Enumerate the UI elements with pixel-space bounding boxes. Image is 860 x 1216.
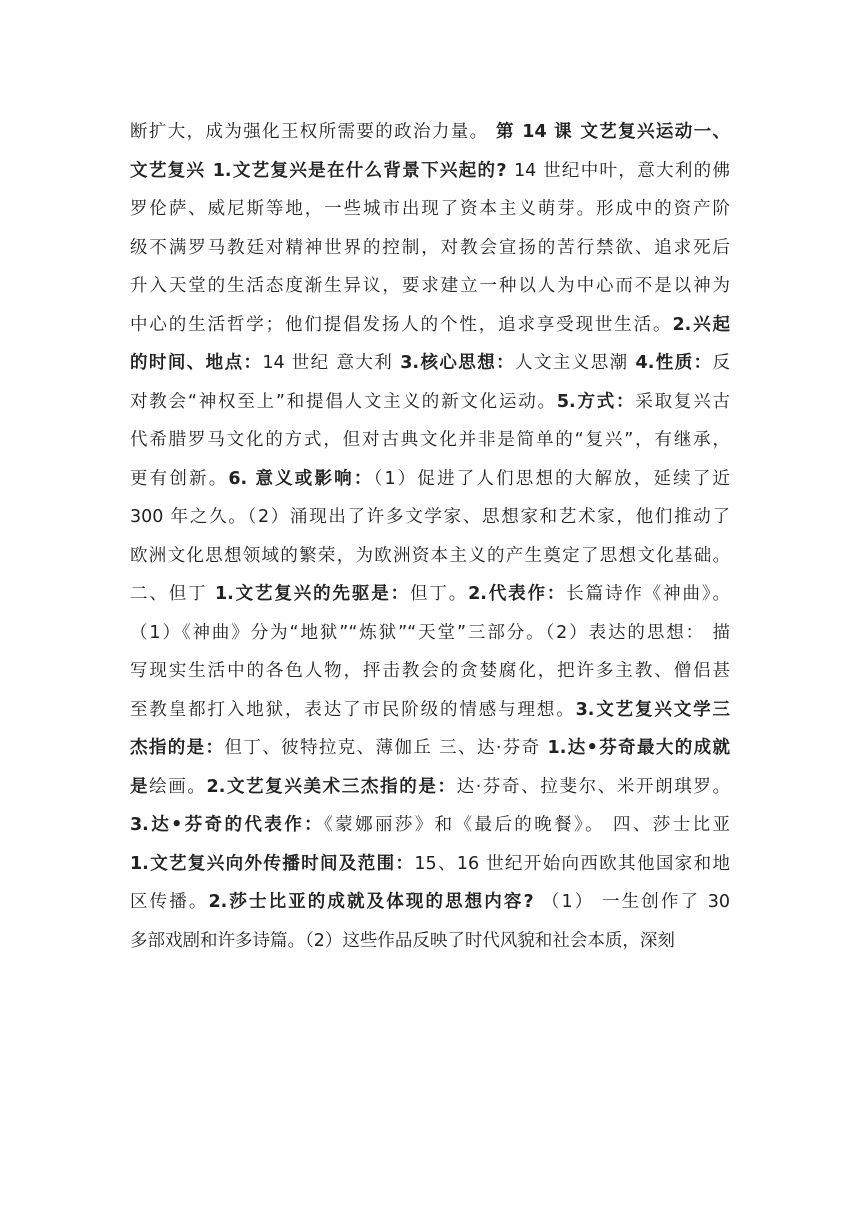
text-line	[130, 614, 730, 653]
text-line	[130, 691, 730, 730]
text-line	[130, 344, 730, 383]
text-line	[130, 537, 730, 576]
text-line	[130, 922, 730, 961]
bold-text-run: 3.文艺复兴文学三	[575, 699, 730, 720]
bold-text-run: 2.兴起	[672, 314, 730, 335]
bold-text-run: 第 14 课 文艺复兴运动一、	[488, 122, 730, 142]
text-line	[130, 883, 730, 922]
text-line	[130, 652, 730, 691]
text-run: 代希腊罗马文化的方式，但对古典文化并非是简单的“复兴”，有继承，	[130, 430, 730, 450]
text-run: 但丁。	[409, 584, 469, 604]
text-line	[130, 806, 730, 845]
text-run: 中心的生活哲学；他们提倡发扬人的个性，追求享受现世生活。	[130, 314, 673, 335]
text-run: 15、16 世纪开始向西欧其他国家和地	[414, 853, 730, 874]
text-run: 断扩大，成为强化王权所需要的政治力量。	[130, 122, 489, 142]
text-line	[130, 229, 730, 268]
text-line	[130, 460, 730, 499]
text-run: 更有创新。	[130, 468, 229, 489]
text-line	[130, 152, 730, 191]
text-run: 写现实生活中的各色人物，抨击教会的贪婪腐化，把许多主教、僧侣甚	[130, 661, 730, 681]
text-line	[130, 575, 730, 614]
text-line	[130, 421, 730, 460]
bold-text-run: 是	[130, 776, 150, 797]
bold-text-run: 3.核心思想：	[400, 353, 516, 373]
text-line	[130, 729, 730, 768]
bold-text-run: 5.方式：	[556, 391, 636, 412]
text-line	[130, 267, 730, 306]
bold-text-run: 的时间、地点：	[130, 353, 263, 373]
bold-text-run: 2.文艺复兴美术三杰指的是：	[206, 776, 457, 797]
text-run: 300 年之久。（2）涌现出了许多文学家、思想家和艺术家，他们推动了	[130, 507, 730, 527]
text-line	[130, 383, 730, 422]
bold-text-run: 6. 意义或影响：	[228, 468, 374, 489]
text-line	[130, 190, 730, 229]
text-run: 达·芬奇、拉斐尔、米开朗琪罗。	[456, 776, 730, 797]
text-run: 升入天堂的生活态度渐生异议，要求建立一种以人为中心而不是以神为	[130, 276, 730, 296]
text-run: 人文主义思潮	[515, 353, 636, 373]
text-run: 罗伦萨、威尼斯等地，一些城市出现了资本主义萌芽。形成中的资产阶	[130, 199, 730, 219]
text-line	[130, 768, 730, 807]
text-run: 绘画。	[149, 776, 207, 797]
text-run: 长篇诗作《神曲》。	[566, 584, 730, 604]
text-run: 采取复兴古	[635, 391, 730, 412]
bold-text-run: 1.文艺复兴的先驱是：	[214, 584, 410, 604]
text-run: 14 世纪中叶，意大利的佛	[513, 160, 730, 181]
bold-text-run: 文艺复兴 1.文艺复兴是在什么背景下兴起的?	[130, 160, 514, 181]
bold-text-run: 3.达•芬奇的代表作：	[130, 815, 325, 835]
text-run: 二、但丁	[130, 584, 215, 604]
bold-text-run: 4.性质：	[635, 353, 713, 373]
text-run: 区传播。	[130, 892, 209, 912]
text-line	[130, 498, 730, 537]
text-line	[130, 845, 730, 884]
document-body	[130, 113, 730, 960]
bold-text-run: 1.文艺复兴向外传播时间及范围：	[130, 853, 415, 874]
text-run: 欧洲文化思想领域的繁荣，为欧洲资本主义的产生奠定了思想文化基础。	[130, 545, 730, 566]
text-run: （1） 一生创作了 30	[541, 892, 730, 912]
text-run: 但丁、彼特拉克、薄伽丘 三、达·芬奇	[224, 738, 548, 758]
text-line	[130, 306, 730, 345]
text-run: 多部戏剧和许多诗篇。（2）这些作品反映了时代风貌和社会本质，深刻	[130, 930, 675, 951]
text-run: 对教会“神权至上”和提倡人文主义的新文化运动。	[130, 391, 557, 412]
text-run: （1）促进了人们思想的大解放，延续了近	[373, 468, 730, 489]
text-line	[130, 113, 730, 152]
text-run: 级不满罗马教廷对精神世界的控制，对教会宣扬的苦行禁欲、追求死后	[130, 237, 730, 258]
text-run: 14 世纪 意大利	[262, 353, 401, 373]
bold-text-run: 杰指的是：	[130, 738, 225, 758]
bold-text-run: 1.达•芬奇最大的成就	[547, 738, 730, 758]
bold-text-run: 2.代表作：	[468, 584, 567, 604]
bold-text-run: 2.莎士比亚的成就及体现的思想内容?	[208, 892, 542, 912]
text-run: 《蒙娜丽莎》和《最后的晚餐》。 四、莎士比亚	[324, 815, 730, 835]
text-run: 至教皇都打入地狱，表达了市民阶级的情感与理想。	[130, 699, 576, 720]
text-run: 反	[712, 353, 730, 373]
text-run: （1）《神曲》分为“地狱”“炼狱”“天堂”三部分。（2）表达的思想： 描	[130, 622, 730, 643]
